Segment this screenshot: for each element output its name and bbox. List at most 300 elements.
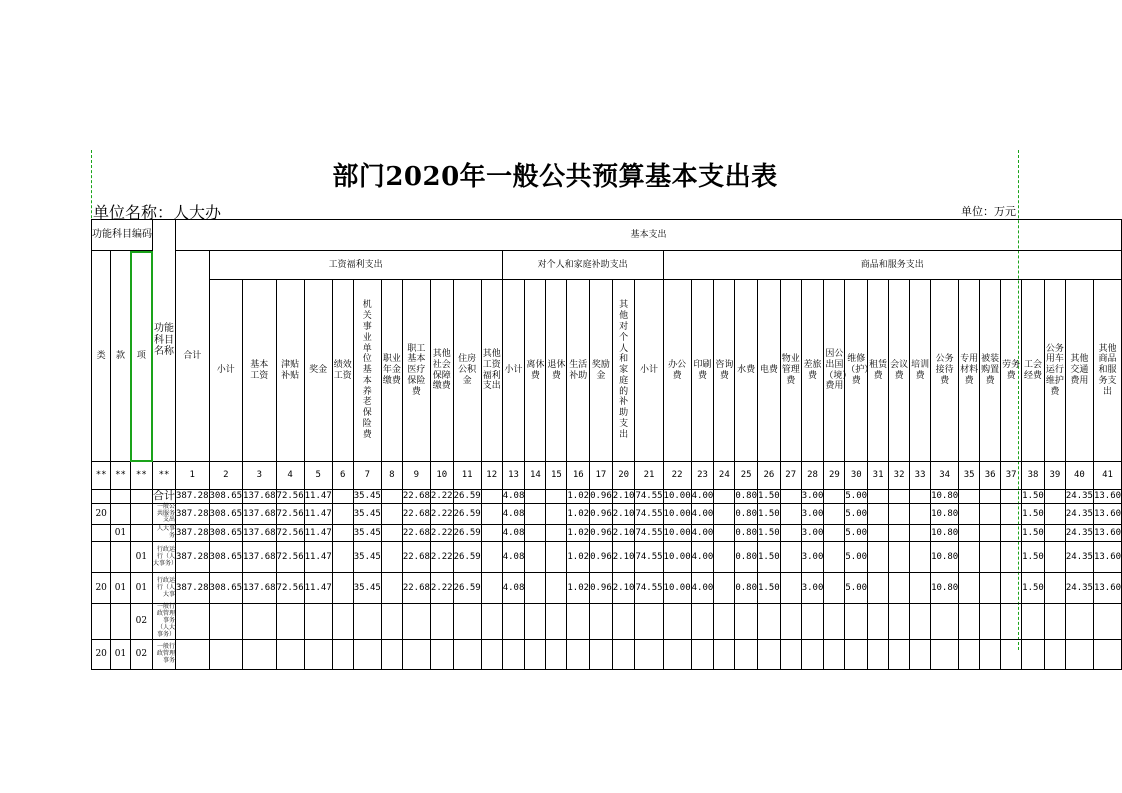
value-cell[interactable]	[243, 604, 277, 639]
value-cell[interactable]: 13.60	[1093, 573, 1121, 604]
value-cell[interactable]: 10.80	[931, 525, 959, 542]
value-cell[interactable]	[1093, 604, 1121, 639]
value-cell[interactable]: 0.80	[735, 573, 758, 604]
value-cell[interactable]	[546, 542, 567, 573]
row-name[interactable]: 合计	[153, 489, 175, 502]
value-cell[interactable]: 74.55	[635, 503, 663, 525]
value-cell[interactable]	[481, 604, 502, 639]
value-cell[interactable]	[780, 503, 801, 525]
code-lei[interactable]	[92, 525, 111, 542]
value-cell[interactable]: 24.35	[1065, 542, 1093, 573]
value-cell[interactable]	[176, 639, 210, 669]
code-xiang[interactable]	[130, 525, 152, 542]
value-cell[interactable]	[525, 503, 546, 525]
value-cell[interactable]: 0.80	[735, 491, 758, 502]
value-cell[interactable]	[889, 639, 910, 669]
code-xiang[interactable]	[130, 503, 152, 525]
value-cell[interactable]: 0.96	[590, 525, 613, 542]
value-cell[interactable]	[824, 639, 845, 669]
row-name[interactable]: 一般行政管理事务	[153, 639, 176, 669]
value-cell[interactable]	[824, 525, 845, 542]
value-cell[interactable]	[481, 573, 502, 604]
value-cell[interactable]: 35.45	[353, 525, 381, 542]
value-cell[interactable]: 3.00	[801, 573, 824, 604]
value-cell[interactable]	[525, 542, 546, 573]
value-cell[interactable]	[304, 604, 332, 639]
value-cell[interactable]	[889, 503, 910, 525]
value-cell[interactable]: 2.10	[612, 573, 635, 604]
value-cell[interactable]: 0.80	[735, 542, 758, 573]
value-cell[interactable]	[381, 604, 402, 639]
value-cell[interactable]	[959, 503, 980, 525]
value-cell[interactable]: 0.96	[590, 573, 613, 604]
code-kuan[interactable]	[111, 604, 130, 639]
value-cell[interactable]	[332, 525, 353, 542]
value-cell[interactable]	[590, 604, 613, 639]
value-cell[interactable]: 72.56	[276, 503, 304, 525]
value-cell[interactable]	[824, 604, 845, 639]
value-cell[interactable]	[590, 639, 613, 669]
value-cell[interactable]: 137.68	[243, 503, 277, 525]
value-cell[interactable]	[714, 573, 735, 604]
value-cell[interactable]	[845, 639, 868, 669]
value-cell[interactable]	[931, 639, 959, 669]
value-cell[interactable]	[481, 490, 502, 504]
value-cell[interactable]	[502, 604, 525, 639]
spreadsheet[interactable]	[91, 219, 1122, 664]
value-cell[interactable]	[980, 503, 1001, 525]
value-cell[interactable]: 10.80	[931, 573, 959, 604]
value-cell[interactable]	[758, 639, 781, 669]
code-xiang[interactable]: 02	[130, 639, 152, 669]
value-cell[interactable]	[714, 490, 735, 504]
value-cell[interactable]: 11.47	[304, 573, 332, 604]
value-cell[interactable]: 0.80	[735, 503, 758, 525]
value-cell[interactable]: 0.96	[590, 542, 613, 573]
value-cell[interactable]	[980, 573, 1001, 604]
value-cell[interactable]	[353, 639, 381, 669]
value-cell[interactable]: 10.00	[663, 503, 691, 525]
value-cell[interactable]: 10.80	[931, 491, 959, 502]
value-cell[interactable]	[525, 525, 546, 542]
value-cell[interactable]	[959, 542, 980, 573]
value-cell[interactable]	[1001, 639, 1022, 669]
value-cell[interactable]: 22.68	[402, 542, 430, 573]
value-cell[interactable]	[910, 490, 931, 504]
value-cell[interactable]: 4.08	[502, 503, 525, 525]
value-cell[interactable]	[663, 604, 691, 639]
value-cell[interactable]: 24.35	[1065, 491, 1093, 502]
value-cell[interactable]	[910, 503, 931, 525]
value-cell[interactable]	[567, 639, 590, 669]
value-cell[interactable]: 1.50	[758, 573, 781, 604]
value-cell[interactable]	[714, 604, 735, 639]
table-row[interactable]	[92, 604, 1122, 639]
value-cell[interactable]: 1.02	[567, 542, 590, 573]
table-row[interactable]	[92, 573, 1122, 604]
value-cell[interactable]: 387.28	[176, 542, 210, 573]
value-cell[interactable]	[868, 542, 889, 573]
value-cell[interactable]: 2.10	[612, 491, 635, 502]
value-cell[interactable]: 10.00	[663, 491, 691, 502]
value-cell[interactable]: 26.59	[453, 542, 481, 573]
code-lei[interactable]: 20	[92, 503, 111, 525]
value-cell[interactable]	[1044, 604, 1065, 639]
value-cell[interactable]: 2.22	[430, 525, 453, 542]
value-cell[interactable]	[910, 542, 931, 573]
value-cell[interactable]	[353, 604, 381, 639]
value-cell[interactable]: 22.68	[402, 503, 430, 525]
value-cell[interactable]: 2.22	[430, 503, 453, 525]
value-cell[interactable]	[1001, 525, 1022, 542]
value-cell[interactable]: 11.47	[304, 525, 332, 542]
value-cell[interactable]: 74.55	[635, 491, 663, 502]
value-cell[interactable]: 24.35	[1065, 525, 1093, 542]
code-kuan[interactable]	[111, 503, 130, 525]
code-kuan[interactable]: 01	[111, 639, 130, 669]
value-cell[interactable]	[332, 573, 353, 604]
value-cell[interactable]	[889, 542, 910, 573]
value-cell[interactable]: 24.35	[1065, 503, 1093, 525]
value-cell[interactable]	[1001, 604, 1022, 639]
value-cell[interactable]	[1022, 604, 1045, 639]
value-cell[interactable]	[868, 573, 889, 604]
value-cell[interactable]	[1044, 639, 1065, 669]
value-cell[interactable]: 35.45	[353, 573, 381, 604]
value-cell[interactable]	[910, 604, 931, 639]
value-cell[interactable]: 1.02	[567, 491, 590, 502]
value-cell[interactable]	[525, 639, 546, 669]
value-cell[interactable]: 11.47	[304, 503, 332, 525]
value-cell[interactable]: 35.45	[353, 503, 381, 525]
value-cell[interactable]	[176, 604, 210, 639]
value-cell[interactable]	[1001, 503, 1022, 525]
value-cell[interactable]	[780, 639, 801, 669]
value-cell[interactable]: 137.68	[243, 491, 276, 502]
value-cell[interactable]	[546, 639, 567, 669]
value-cell[interactable]: 0.80	[735, 525, 758, 542]
value-cell[interactable]	[332, 503, 353, 525]
value-cell[interactable]: 26.59	[453, 503, 481, 525]
value-cell[interactable]: 13.60	[1093, 491, 1122, 502]
value-cell[interactable]: 3.00	[801, 491, 824, 502]
value-cell[interactable]: 5.00	[845, 503, 868, 525]
value-cell[interactable]	[304, 639, 332, 669]
value-cell[interactable]	[546, 503, 567, 525]
value-cell[interactable]: 137.68	[243, 525, 277, 542]
value-cell[interactable]	[481, 639, 502, 669]
value-cell[interactable]: 4.00	[691, 491, 714, 502]
value-cell[interactable]	[381, 503, 402, 525]
value-cell[interactable]: 35.45	[353, 542, 381, 573]
code-kuan[interactable]: 01	[111, 573, 130, 604]
value-cell[interactable]	[735, 604, 758, 639]
value-cell[interactable]: 22.68	[402, 573, 430, 604]
value-cell[interactable]	[868, 604, 889, 639]
value-cell[interactable]	[780, 542, 801, 573]
value-cell[interactable]: 5.00	[845, 542, 868, 573]
value-cell[interactable]	[1001, 542, 1022, 573]
value-cell[interactable]: 308.65	[209, 491, 243, 502]
value-cell[interactable]	[931, 604, 959, 639]
value-cell[interactable]: 11.47	[304, 491, 332, 502]
value-cell[interactable]: 4.00	[691, 525, 714, 542]
value-cell[interactable]: 5.00	[845, 491, 868, 502]
value-cell[interactable]	[980, 542, 1001, 573]
value-cell[interactable]	[381, 542, 402, 573]
value-cell[interactable]	[481, 525, 502, 542]
value-cell[interactable]: 35.45	[353, 491, 381, 502]
value-cell[interactable]	[453, 639, 481, 669]
code-kuan[interactable]: 01	[111, 525, 130, 542]
value-cell[interactable]: 387.28	[176, 573, 210, 604]
value-cell[interactable]	[1044, 525, 1065, 542]
value-cell[interactable]	[959, 639, 980, 669]
value-cell[interactable]	[980, 525, 1001, 542]
value-cell[interactable]: 10.80	[931, 503, 959, 525]
value-cell[interactable]	[780, 525, 801, 542]
value-cell[interactable]	[209, 639, 243, 669]
code-xiang[interactable]: 01	[130, 542, 152, 573]
value-cell[interactable]: 72.56	[276, 491, 304, 502]
value-cell[interactable]: 308.65	[209, 573, 243, 604]
value-cell[interactable]: 4.08	[502, 573, 525, 604]
value-cell[interactable]: 1.50	[758, 525, 781, 542]
value-cell[interactable]: 1.50	[758, 503, 781, 525]
value-cell[interactable]: 13.60	[1093, 503, 1121, 525]
value-cell[interactable]	[453, 604, 481, 639]
value-cell[interactable]: 1.50	[1022, 491, 1044, 502]
code-lei[interactable]	[92, 542, 111, 573]
value-cell[interactable]: 1.50	[758, 542, 781, 573]
value-cell[interactable]: 1.02	[567, 525, 590, 542]
value-cell[interactable]: 74.55	[635, 573, 663, 604]
value-cell[interactable]: 1.50	[758, 491, 780, 502]
value-cell[interactable]	[959, 604, 980, 639]
value-cell[interactable]: 13.60	[1093, 525, 1121, 542]
value-cell[interactable]	[824, 542, 845, 573]
value-cell[interactable]: 2.22	[430, 491, 453, 502]
value-cell[interactable]	[889, 573, 910, 604]
table-row[interactable]	[92, 503, 1122, 525]
value-cell[interactable]	[980, 604, 1001, 639]
value-cell[interactable]	[332, 604, 353, 639]
value-cell[interactable]	[546, 573, 567, 604]
value-cell[interactable]: 2.22	[430, 573, 453, 604]
value-cell[interactable]	[525, 604, 546, 639]
value-cell[interactable]	[332, 542, 353, 573]
value-cell[interactable]	[546, 525, 567, 542]
value-cell[interactable]: 24.35	[1065, 573, 1093, 604]
value-cell[interactable]	[1065, 604, 1093, 639]
value-cell[interactable]	[1001, 573, 1022, 604]
value-cell[interactable]	[525, 490, 546, 504]
value-cell[interactable]	[959, 490, 980, 504]
value-cell[interactable]	[402, 604, 430, 639]
value-cell[interactable]: 137.68	[243, 573, 277, 604]
value-cell[interactable]	[889, 525, 910, 542]
value-cell[interactable]	[868, 639, 889, 669]
value-cell[interactable]	[1044, 573, 1065, 604]
value-cell[interactable]	[381, 573, 402, 604]
value-cell[interactable]	[243, 639, 277, 669]
value-cell[interactable]	[332, 639, 353, 669]
value-cell[interactable]: 2.10	[612, 525, 635, 542]
value-cell[interactable]	[635, 604, 663, 639]
value-cell[interactable]: 2.22	[430, 542, 453, 573]
value-cell[interactable]	[1022, 639, 1045, 669]
value-cell[interactable]	[959, 525, 980, 542]
value-cell[interactable]	[868, 503, 889, 525]
value-cell[interactable]	[691, 639, 714, 669]
value-cell[interactable]: 1.50	[1022, 503, 1045, 525]
value-cell[interactable]	[635, 639, 663, 669]
value-cell[interactable]	[381, 490, 402, 504]
code-lei[interactable]	[92, 490, 111, 504]
code-xiang[interactable]: 01	[130, 573, 152, 604]
value-cell[interactable]: 4.08	[502, 542, 525, 573]
value-cell[interactable]	[430, 639, 453, 669]
value-cell[interactable]	[959, 573, 980, 604]
value-cell[interactable]: 4.00	[691, 542, 714, 573]
code-kuan[interactable]	[111, 542, 130, 573]
value-cell[interactable]	[780, 490, 801, 504]
value-cell[interactable]: 3.00	[801, 542, 824, 573]
value-cell[interactable]: 387.28	[176, 503, 210, 525]
value-cell[interactable]	[546, 490, 567, 504]
value-cell[interactable]: 4.08	[502, 525, 525, 542]
value-cell[interactable]	[780, 573, 801, 604]
value-cell[interactable]	[980, 490, 1001, 504]
value-cell[interactable]	[402, 639, 430, 669]
value-cell[interactable]: 26.59	[453, 491, 481, 502]
value-cell[interactable]	[663, 639, 691, 669]
table-row[interactable]	[92, 490, 1122, 504]
value-cell[interactable]: 0.96	[590, 503, 613, 525]
value-cell[interactable]: 4.00	[691, 573, 714, 604]
value-cell[interactable]: 1.50	[1022, 573, 1045, 604]
value-cell[interactable]	[889, 604, 910, 639]
value-cell[interactable]	[714, 639, 735, 669]
value-cell[interactable]	[1044, 503, 1065, 525]
value-cell[interactable]	[612, 604, 635, 639]
value-cell[interactable]: 72.56	[276, 525, 304, 542]
value-cell[interactable]: 387.28	[176, 491, 209, 502]
value-cell[interactable]: 0.96	[590, 491, 612, 502]
value-cell[interactable]	[481, 542, 502, 573]
value-cell[interactable]	[525, 573, 546, 604]
value-cell[interactable]	[889, 490, 910, 504]
value-cell[interactable]	[276, 639, 304, 669]
row-name[interactable]: 一般公共服务支出	[153, 503, 176, 525]
value-cell[interactable]: 4.00	[691, 503, 714, 525]
value-cell[interactable]: 308.65	[209, 503, 243, 525]
value-cell[interactable]: 10.00	[663, 525, 691, 542]
value-cell[interactable]	[546, 604, 567, 639]
value-cell[interactable]	[1065, 639, 1093, 669]
value-cell[interactable]	[910, 525, 931, 542]
value-cell[interactable]	[758, 604, 781, 639]
value-cell[interactable]: 22.68	[402, 525, 430, 542]
value-cell[interactable]: 10.00	[663, 542, 691, 573]
row-name[interactable]: 行政运行（人大事	[153, 573, 176, 604]
header-xiang[interactable]: 项	[130, 251, 152, 462]
value-cell[interactable]	[332, 490, 353, 504]
value-cell[interactable]: 137.68	[243, 542, 277, 573]
value-cell[interactable]	[381, 639, 402, 669]
row-name[interactable]: 人大事务	[153, 525, 176, 542]
value-cell[interactable]: 11.47	[304, 542, 332, 573]
value-cell[interactable]	[735, 639, 758, 669]
table-row[interactable]	[92, 639, 1122, 669]
value-cell[interactable]	[276, 604, 304, 639]
value-cell[interactable]	[1093, 639, 1121, 669]
value-cell[interactable]: 74.55	[635, 525, 663, 542]
value-cell[interactable]	[612, 639, 635, 669]
value-cell[interactable]: 22.68	[402, 491, 430, 502]
value-cell[interactable]	[430, 604, 453, 639]
value-cell[interactable]: 5.00	[845, 573, 868, 604]
value-cell[interactable]	[868, 490, 889, 504]
value-cell[interactable]	[868, 525, 889, 542]
code-xiang[interactable]	[130, 490, 152, 504]
value-cell[interactable]	[801, 604, 824, 639]
value-cell[interactable]	[567, 604, 590, 639]
value-cell[interactable]: 26.59	[453, 525, 481, 542]
value-cell[interactable]: 26.59	[453, 573, 481, 604]
code-lei[interactable]	[92, 604, 111, 639]
value-cell[interactable]	[502, 639, 525, 669]
value-cell[interactable]: 10.80	[931, 542, 959, 573]
value-cell[interactable]: 308.65	[209, 525, 243, 542]
value-cell[interactable]: 1.50	[1022, 542, 1045, 573]
value-cell[interactable]	[910, 573, 931, 604]
table-row[interactable]	[92, 542, 1122, 573]
value-cell[interactable]	[824, 503, 845, 525]
value-cell[interactable]: 1.02	[567, 573, 590, 604]
value-cell[interactable]	[780, 604, 801, 639]
value-cell[interactable]: 72.56	[276, 542, 304, 573]
value-cell[interactable]: 5.00	[845, 525, 868, 542]
value-cell[interactable]	[845, 604, 868, 639]
value-cell[interactable]: 2.10	[612, 503, 635, 525]
value-cell[interactable]	[1001, 490, 1022, 504]
row-name[interactable]: 行政运行（人大事务）	[153, 542, 176, 573]
value-cell[interactable]	[824, 573, 845, 604]
value-cell[interactable]: 3.00	[801, 503, 824, 525]
row-name[interactable]: 一般行政管理事务（人大事务）	[153, 604, 176, 639]
value-cell[interactable]: 308.65	[209, 542, 243, 573]
value-cell[interactable]	[714, 542, 735, 573]
code-kuan[interactable]	[111, 490, 130, 504]
value-cell[interactable]: 74.55	[635, 542, 663, 573]
value-cell[interactable]: 10.00	[663, 573, 691, 604]
value-cell[interactable]: 1.02	[567, 503, 590, 525]
value-cell[interactable]: 387.28	[176, 525, 210, 542]
value-cell[interactable]: 2.10	[612, 542, 635, 573]
value-cell[interactable]	[824, 490, 845, 504]
value-cell[interactable]	[691, 604, 714, 639]
value-cell[interactable]	[714, 525, 735, 542]
value-cell[interactable]: 72.56	[276, 573, 304, 604]
value-cell[interactable]	[714, 503, 735, 525]
value-cell[interactable]	[1044, 490, 1065, 504]
value-cell[interactable]	[209, 604, 243, 639]
code-lei[interactable]: 20	[92, 573, 111, 604]
value-cell[interactable]	[980, 639, 1001, 669]
value-cell[interactable]	[801, 639, 824, 669]
value-cell[interactable]: 13.60	[1093, 542, 1121, 573]
